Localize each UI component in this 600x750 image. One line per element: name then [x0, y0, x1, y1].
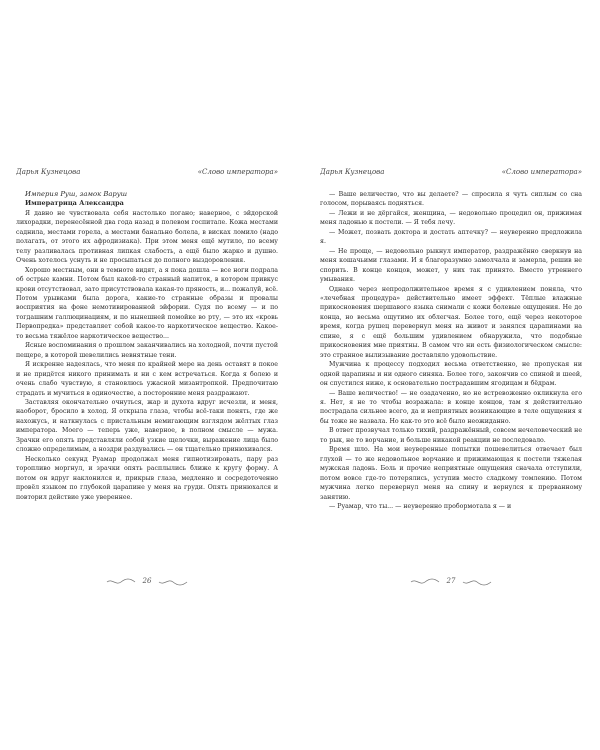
paragraph: — Ваше величество! — не озадаченно, но не встревоженно окликнула его я. Нет, я не то чтобы возражала: в конце концов, там я действительно пострадала сильнее всего, да и неприятных возникающие в теле ощущения я бы тоже не назвала. Но как-то это всё было неожиданно.	[320, 389, 582, 425]
running-header	[16, 168, 278, 180]
paragraph: — Руамар, что ты... — неуверенно пробормотала я — и	[329, 502, 512, 510]
paragraph: Я искренне надеялась, что меня по крайней мере на день оставят в покое и не придётся никого принимать и ни с кем встречаться. Когда я болею и очень слабо чувствую, я становлюсь ужасной мизантропкой. Предпочитаю страдать и мучиться в одиночестве, а посторонние меня раздражают.	[16, 361, 278, 397]
header-author: Дарья Кузнецова	[16, 168, 81, 176]
paragraph: Несколько секунд Руамар продолжал меня гипнотизировать, пару раз торопливо моргнул, и зрачки опять расплылись ближе к кругу форму. А потом он вдруг наклонился и, прикрыв глаза, медленно и сосредоточенно провёл языком по глубокой царапине у меня на груди. Опять принюхался и повторил действие уже увереннее.	[16, 455, 278, 501]
paragraph: Время шло. На мои неуверенные попытки пошевелиться отвечает был глухой — то же недовольное ворчание и прижимающая к постели тяжелая мужская ладонь. Боль и прочие неприятные ощущения сначала отступили, потом вовсе где-то потерялись, уступив место сладкому томлению. Потом мужчина легко перевернул меня на спину и вернулся к прерванному занятию.	[320, 446, 582, 501]
paragraph: — Ваше величество, что вы делаете? — спросила я чуть сиплым со сна голосом, порываясь подняться.	[320, 191, 582, 208]
paragraph: — Лежи и не дёргайся, женщина, — недовольно процедил он, прижимая меня ладонью к постели. — Я тебя лечу.	[320, 209, 582, 227]
running-header	[320, 168, 582, 180]
paragraph: Я давно не чувствовала себя настолько погано; наверное, с эйдорской лихорадки, перенесённой два года назад в полевом госпитале. Кожа местами саднила, местами горела, а местами банально болела, в висках ломило (надо полагать, от этого их афродизиака). При этом меня ещё мутило, по всему телу разливалась противная липкая слабость, а ещё было жарко и душно. Очень хотелось уснуть и не просыпаться до полного выздоровления.	[16, 209, 278, 265]
flourish-ornament-icon	[462, 577, 502, 587]
paragraph: — Может, позвать доктора и достать аптечку? — неуверенно предложила я.	[320, 228, 582, 246]
paragraph: Ясные воспоминания о прошлом заканчивались на холодной, почти пустой пещере, в которой шевелились невнятные тени.	[16, 342, 278, 359]
left-page-body	[16, 190, 278, 502]
section-subheading: Императрица Александра	[25, 199, 124, 208]
right-folio	[320, 577, 582, 589]
paragraph: Заставляя окончательно очнуться, жар и духота вдруг исчезли, и меня, наоборот, бросило в холод. Я открыла глаза, чтобы всё-таки понять, где же нахожусь, и наткнулась с пристальным немигающим взглядом жёлтых глаз императора. Моего — теперь уже, наверное, в полном смысле — мужа. Зрачки его опять представляли собой узкие щелочки, выражение лица было сложно определимым, а ноздри раздувались — он тщательно принюхивался.	[16, 398, 278, 454]
header-author: Дарья Кузнецова	[320, 168, 385, 176]
paragraph: Однако через непродолжительное время я с удивлением поняла, что «лечебная процедура» действительно имеет эффект. Тёплые влажные прикосновения шершавого языка снимали с кожи болевые ощущения. Не до конца, но весьма ощутимо их облегчая. Более того, ещё через некоторое время, когда рушец перевернул меня на живот и занялся царапинами на спине, я с ещё большим удивлением обнаружила, что подобные прикосновения мне приятны. В самом что ни есть физиологическом смысле: это странное вылизывание доставляло удовольствие.	[320, 285, 582, 359]
page-number: 27	[446, 577, 456, 585]
page-number: 26	[142, 577, 152, 585]
left-page	[16, 168, 278, 608]
left-folio	[16, 577, 278, 589]
paragraph: В ответ прозвучал только тихий, раздражённый, совсем нечеловеческий не то рык, не то ворчание, и больше никакой реакции не последовало.	[320, 427, 582, 444]
paragraph: Мужчина к процессу подходил весьма ответственно, не пропуская ни одной царапины и ни одного синяка. Более того, закончив со спиной и шеей, он спустился ниже, к основательно пострадавшим ягодицам и бёдрам.	[320, 361, 582, 388]
header-title: «Слово императора»	[197, 168, 278, 176]
chapter-heading: Империя Руш, замок Варуш	[25, 190, 128, 198]
paragraph: Хорошо местным, они в темноте видят, а я пока дошла — все ноги подрала об острые камни. Потом был какой-то странный напиток, в котором привкус крови отсутствовал, зато присутствовала какая-то пряность, и... пожалуй, всё. Потом урывками была дорога, какие-то странные образы и провалы восприятия на фоне немотивированной эйфории. Судя по всему — и по тогдашним галлюцинациям, и по нынешней помойке во рту, — это их «кровь Первопредка» представляет собой какое-то наркотическое вещество. Какое-то весьма тяжёлое наркотическое вещество...	[16, 266, 278, 340]
right-page	[320, 168, 582, 608]
right-page-body	[320, 190, 582, 511]
paragraph: — Не проще, — недовольно рыкнул император, раздражённо сверкнув на меня кошачьими глазами. И я благоразумно замолчала и замерла, решив не спорить. В конце концов, может, у них так принято. Вместо утреннего умывания.	[320, 247, 582, 284]
header-title: «Слово императора»	[501, 168, 582, 176]
flourish-ornament-icon	[158, 577, 198, 587]
